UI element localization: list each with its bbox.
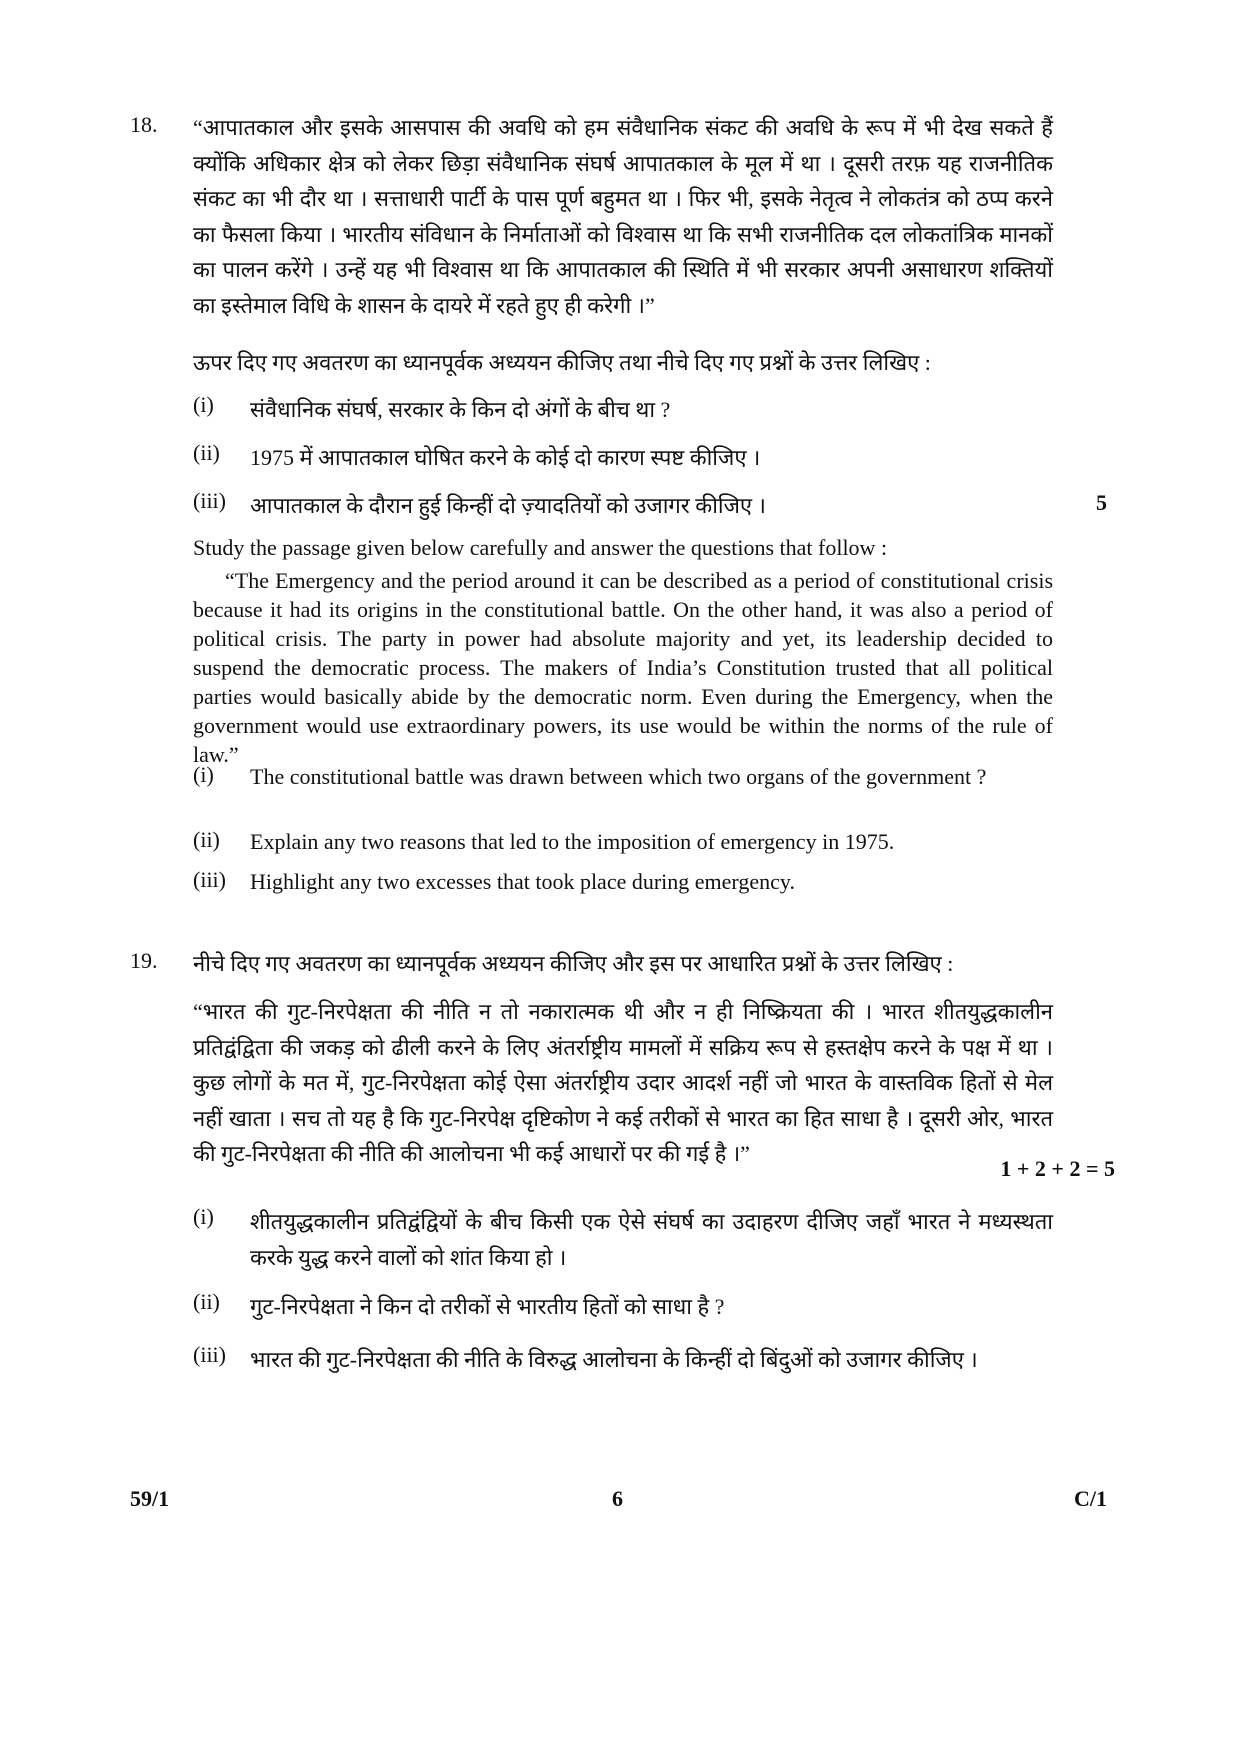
question-text: Highlight any two excesses that took place during emergency. (250, 869, 795, 894)
q19-hindi-passage: “भारत की गुट-निरपेक्षता की नीति न तो नकारात्मक थी और न ही निष्क्रियता की । भारत शीतयुद्धकालीन प्रतिद्वंद्विता की जकड़ को ढीली करने के लिए अंतर्राष्ट्रीय मामलों में सक्रिय रूप से हस्तक्षेप करने के पक्ष में था । कुछ लोगों के मत में, गुट-निरपेक्षता कोई ऐसा अंतर्राष्ट्रीय उदार आदर्श नहीं जो भारत के वास्तविक हितों से मेल नहीं खाता । सच तो यह है कि गुट-निरपेक्ष दृष्टिकोण ने कई तरीकों से भारत का हित साधा है । दूसरी ओर, भारत की गुट-निरपेक्षता की नीति की आलोचना भी कई आधारों पर की गई है ।” (193, 999, 1053, 1166)
paper-code: 59/1 (130, 1486, 170, 1511)
q19-hindi-instruction: नीचे दिए गए अवतरण का ध्यानपूर्वक अध्ययन कीजिए और इस पर आधारित प्रश्नों के उत्तर लिखिए : (193, 951, 954, 976)
q18-hindi-instruction: ऊपर दिए गए अवतरण का ध्यानपूर्वक अध्ययन कीजिए तथा नीचे दिए गए प्रश्नों के उत्तर लिखिए : (193, 350, 931, 375)
question-number: (iii) (193, 488, 226, 513)
set-code: C/1 (1074, 1486, 1107, 1511)
question-text: गुट-निरपेक्षता ने किन दो तरीकों से भारतीय हितों को साधा है ? (250, 1294, 725, 1319)
question-text: शीतयुद्धकालीन प्रतिद्वंद्वियों के बीच किसी एक ऐसे संघर्ष का उदाहरण दीजिए जहाँ भारत ने मध्यस्थता करके युद्ध करने वालों को शांत किया हो । (250, 1209, 1053, 1270)
question-number: (i) (193, 1204, 214, 1229)
page-number: 6 (612, 1486, 623, 1511)
question-number: (iii) (193, 1342, 226, 1367)
question-text: 1975 में आपातकाल घोषित करने के कोई दो कारण स्पष्ट कीजिए । (250, 445, 761, 470)
q18-marks: 5 (1096, 490, 1107, 515)
question-text: भारत की गुट-निरपेक्षता की नीति के विरुद्ध आलोचना के किन्हीं दो बिंदुओं को उजागर कीजिए । (250, 1347, 978, 1372)
q18-english-passage: “The Emergency and the period around it can be described as a period of constitutional crisis because it had its origins in the constitutional battle. On the other hand, it was also a period of political crisis. The party in power had absolute majority and yet, its leadership decided to suspend the democratic process. The makers of India’s Constitution trusted that all political parties would basically abide by the democratic norm. Even during the Emergency, when the government would use extraordinary powers, its use would be within the norms of the rule of law.” (193, 568, 1053, 767)
question-number: (ii) (193, 827, 220, 852)
question-19-number: 19. (130, 948, 158, 973)
question-text: संवैधानिक संघर्ष, सरकार के किन दो अंगों के बीच था ? (250, 397, 671, 422)
question-number: (ii) (193, 1289, 220, 1314)
question-number: (iii) (193, 867, 226, 892)
q18-hindi-passage: “आपातकाल और इसके आसपास की अवधि को हम संवैधानिक संकट की अवधि के रूप में भी देख सकते हैं क्योंकि अधिकार क्षेत्र को लेकर छिड़ा संवैधानिक संघर्ष आपातकाल के मूल में था । दूसरी तरफ़ यह राजनीतिक संकट का भी दौर था । सत्ताधारी पार्टी के पास पूर्ण बहुमत था । फिर भी, इसके नेतृत्व ने लोकतंत्र को ठप्प करने का फैसला किया । भारतीय संविधान के निर्माताओं को विश्वास था कि सभी राजनीतिक दल लोकतांत्रिक मानकों का पालन करेंगे । उन्हें यह भी विश्वास था कि आपातकाल की स्थिति में भी सरकार अपनी असाधारण शक्तियों का इस्तेमाल विधि के शासन के दायरे में रहते हुए ही करेगी ।” (193, 115, 1053, 318)
question-18-number: 18. (130, 112, 158, 137)
question-number: (i) (193, 392, 214, 417)
q19-marks: 1 + 2 + 2 = 5 (1000, 1156, 1115, 1181)
question-text: आपातकाल के दौरान हुई किन्हीं दो ज़्यादतियों को उजागर कीजिए । (250, 493, 766, 518)
question-text: Explain any two reasons that led to the imposition of emergency in 1975. (250, 829, 895, 854)
question-number: (ii) (193, 440, 220, 465)
q18-english-instruction: Study the passage given below carefully and answer the questions that follow : (193, 535, 888, 560)
question-number: (i) (193, 762, 214, 787)
question-text: The constitutional battle was drawn between which two organs of the government ? (250, 764, 987, 789)
